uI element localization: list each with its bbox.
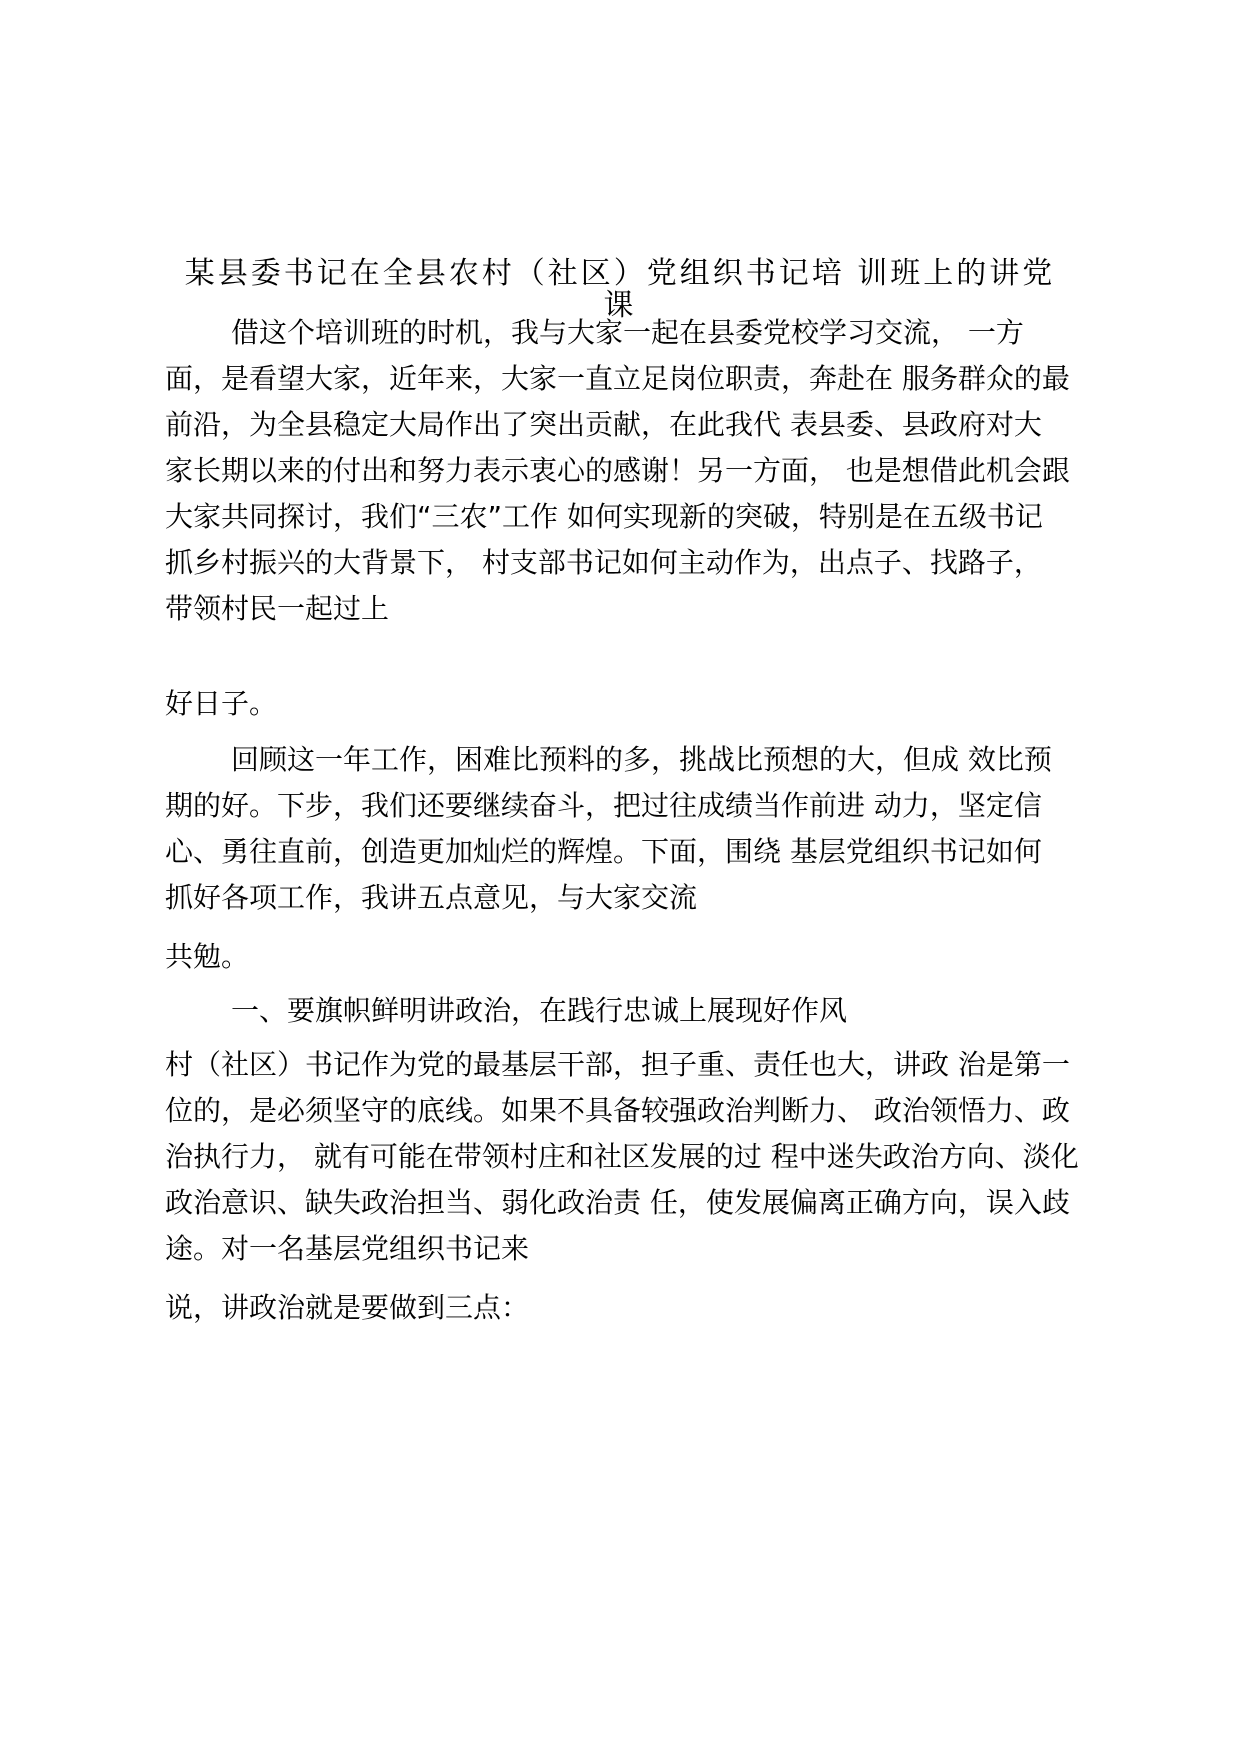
text-line: 村（社区）书记作为党的最基层干部，担子重、责任也大，讲政 治是第一 [165,1048,1070,1081]
text-line: 面，是看望大家，近年来，大家一直立足岗位职责，奔赴在 服务群众的最 [165,362,1070,395]
text-line: 家长期以来的付出和努力表示衷心的感谢！另一方面， 也是想借此机会跟 [165,454,1070,487]
text-line: 借这个培训班的时机，我与大家一起在县委党校学习交流， 一方 [231,316,1024,349]
paragraph-continuation [165,681,1095,727]
text-line: 心、勇往直前，创造更加灿烂的辉煌。下面，围绕 基层党组织书记如何 [165,835,1042,868]
title-line: 课 [603,288,637,323]
text-line: 政治意识、缺失政治担当、弱化政治责 任，使发展偏离正确方向，误入歧 [165,1186,1070,1219]
paragraph-politics [165,1042,1095,1272]
paragraph-continuation [165,934,1095,980]
text-line: 带领村民一起过上 [165,592,390,625]
text-line: 大家共同探讨，我们“三农”工作 如何实现新的突破，特别是在五级书记 [165,500,1043,533]
text-line: 途。对一名基层党组织书记来 [165,1232,530,1265]
paragraph-review [165,737,1095,921]
text-line: 好日子。 [165,687,278,720]
text-line: 期的好。下步，我们还要继续奋斗，把过往成绩当作前进 动力，坚定信 [165,789,1042,822]
paragraph-opening [165,310,1095,632]
text-line: 一、要旗帜鲜明讲政治，在践行忠诚上展现好作风 [231,994,848,1027]
text-line: 回顾这一年工作，困难比预料的多，挑战比预想的大，但成 效比预 [231,743,1052,776]
text-line: 共勉。 [165,940,250,973]
text-line: 抓乡村振兴的大背景下， 村支部书记如何主动作为，出点子、找路子， [165,546,1042,579]
text-line: 治执行力， 就有可能在带领村庄和社区发展的过 程中迷失政治方向、淡化 [165,1140,1079,1173]
text-line: 说，讲政治就是要做到三点： [165,1291,530,1324]
title-line: 某县委书记在全县农村（社区）党组织书记培 训班上的讲党 [184,256,1056,291]
text-line: 位的，是必须坚守的底线。如果不具备较强政治判断力、 政治领悟力、政 [165,1094,1070,1127]
paragraph-continuation [165,1285,1095,1331]
text-line: 抓好各项工作，我讲五点意见，与大家交流 [165,881,698,914]
section-heading [165,988,1095,1034]
text-line: 前沿，为全县稳定大局作出了突出贡献，在此我代 表县委、县政府对大 [165,408,1042,441]
